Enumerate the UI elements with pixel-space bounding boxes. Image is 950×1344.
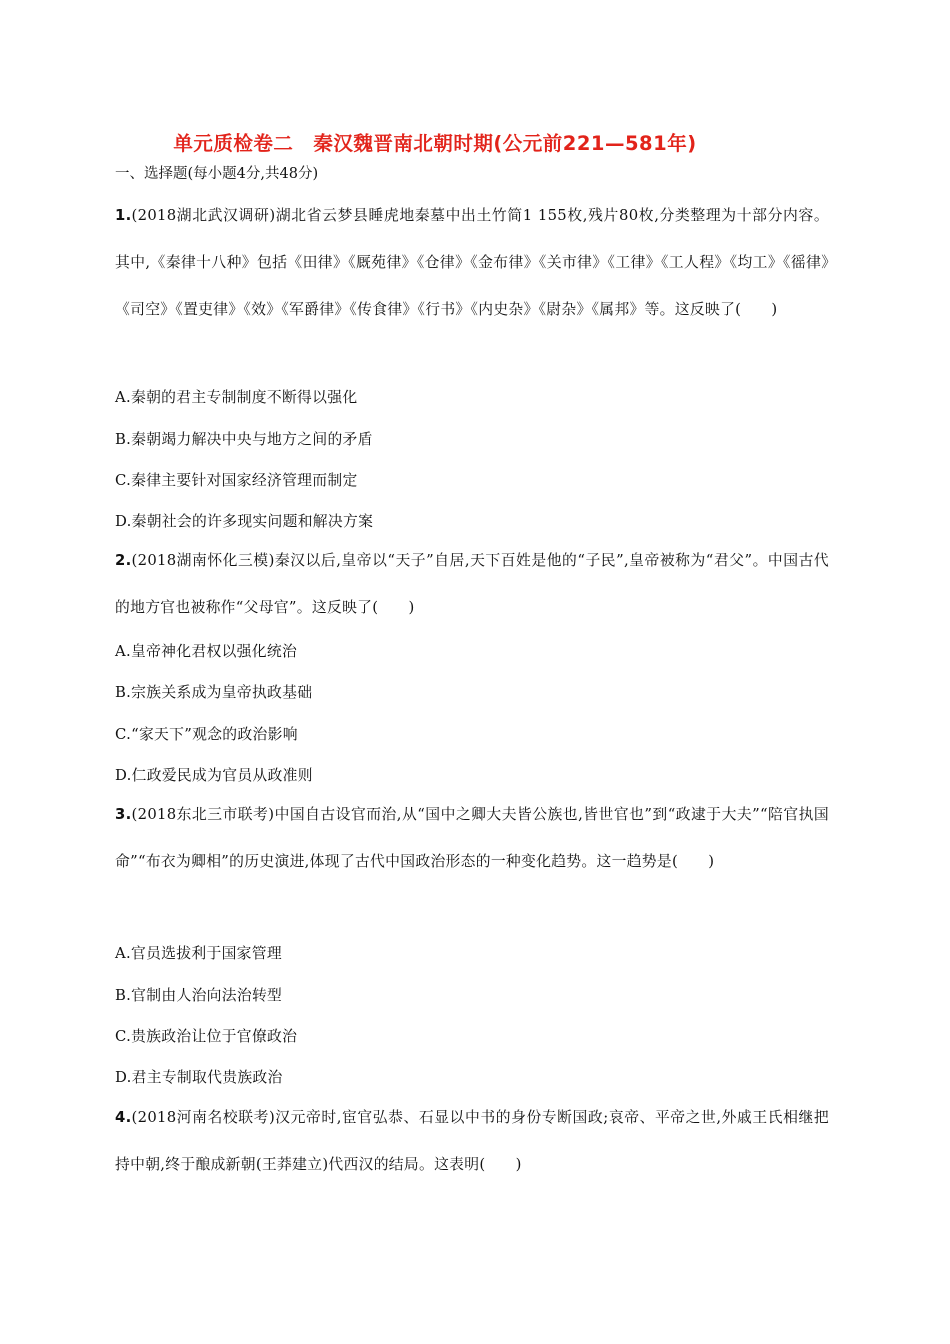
- question-1-option-c: C.秦律主要针对国家经济管理而制定: [115, 472, 358, 489]
- question-text: (2018河南名校联考)汉元帝时,宦官弘恭、石显以中书的身份专断国政;哀帝、平帝之世,外戚王氏相继把持中朝,终于酿成新朝(王莽建立)代西汉的结局。这表明( ): [115, 1109, 829, 1173]
- question-text: (2018湖南怀化三模)秦汉以后,皇帝以“天子”自居,天下百姓是他的“子民”,皇帝被称为“君父”。中国古代的地方官也被称作“父母官”。这反映了( ): [115, 552, 829, 616]
- question-number: 2.: [115, 552, 132, 569]
- question-2-option-c: C.“家天下”观念的政治影响: [115, 726, 298, 743]
- question-2-option-a: A.皇帝神化君权以强化统治: [115, 643, 298, 660]
- question-3-option-b: B.官制由人治向法治转型: [115, 987, 283, 1004]
- question-3-option-d: D.君主专制取代贵族政治: [115, 1069, 283, 1086]
- question-text: (2018湖北武汉调研)湖北省云梦县睡虎地秦墓中出土竹简1 155枚,残片80枚,分类整理为十部分内容。其中,《秦律十八种》包括《田律》《厩苑律》《仓律》《金布律》《关市律》《工律》《工人程》《均工》《徭律》《司空》《置吏律》《效》《军爵律》《传食律》《行书》《内史杂》《尉杂》《属邦》等。这反映了( ): [115, 207, 829, 318]
- question-3-option-c: C.贵族政治让位于官僚政治: [115, 1028, 298, 1045]
- question-1-stem: [115, 192, 829, 333]
- question-2-stem: [115, 537, 829, 631]
- question-3-option-a: A.官员选拔利于国家管理: [115, 945, 282, 962]
- question-number: 1.: [115, 207, 132, 224]
- question-number: 3.: [115, 806, 132, 823]
- question-4-stem: [115, 1094, 829, 1188]
- question-number: 4.: [115, 1109, 132, 1126]
- question-text: (2018东北三市联考)中国自古设官而治,从“国中之卿大夫皆公族也,皆世官也”到“政逮于大夫”“陪官执国命”“布衣为卿相”的历史演进,体现了古代中国政治形态的一种变化趋势。这一趋势是( ): [115, 806, 829, 870]
- question-2-option-d: D.仁政爱民成为官员从政准则: [115, 767, 313, 784]
- section-heading: 一、选择题(每小题4分,共48分): [115, 166, 319, 182]
- question-1-option-a: A.秦朝的君主专制制度不断得以强化: [115, 389, 358, 406]
- document-title: 单元质检卷二 秦汉魏晋南北朝时期(公元前221—581年): [173, 132, 697, 155]
- question-3-stem: [115, 791, 829, 885]
- question-1-option-b: B.秦朝竭力解决中央与地方之间的矛盾: [115, 431, 373, 448]
- question-1-option-d: D.秦朝社会的许多现实问题和解决方案: [115, 513, 374, 530]
- question-2-option-b: B.宗族关系成为皇帝执政基础: [115, 684, 313, 701]
